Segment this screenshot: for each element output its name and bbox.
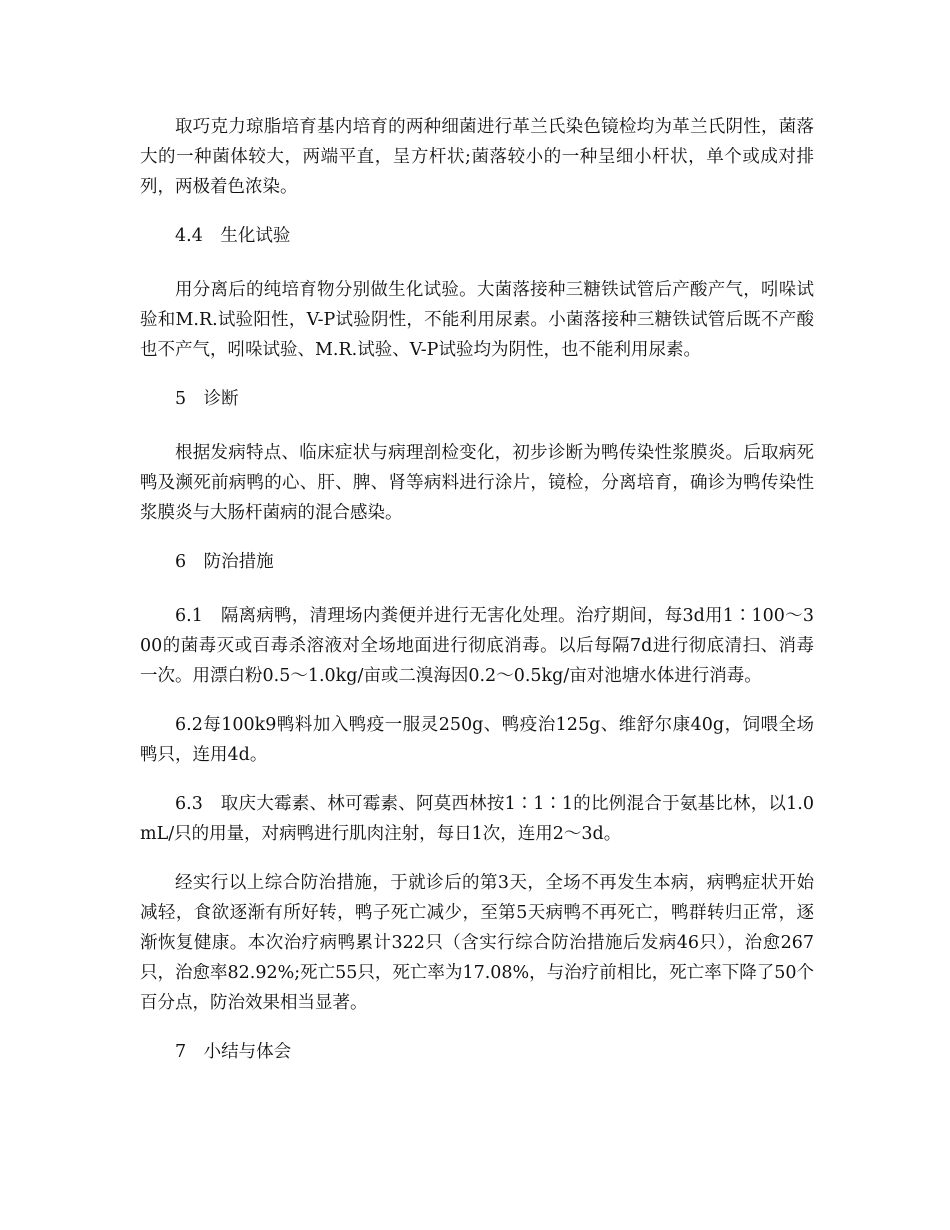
paragraph-6-3-injection: 6.3 取庆大霉素、林可霉素、阿莫西林按1∶1∶1的比例混合于氨基比林，以1.0mL/只的用量，对病鸭进行肌肉注射，每日1次，连用2～3d。 [140, 794, 814, 844]
paragraph-gram-stain: 取巧克力琼脂培育基内培育的两种细菌进行革兰氏染色镜检均为革兰氏阴性，菌落大的一种菌体较大，两端平直，呈方杆状;菌落较小的一种呈细小杆状，单个或成对排列，两极着色浓染。 [140, 117, 814, 197]
paragraph-6-1-isolation: 6.1 隔离病鸭，清理场内粪便并进行无害化处理。治疗期间，每3d用1∶100～300的菌毒灭或百毒杀溶液对全场地面进行彻底消毒。以后每隔7d进行彻底清扫、消毒一次。用漂白粉0.5～1.0kg/亩或二溴海因0.2～0.5kg/亩对池塘水体进行消毒。 [140, 606, 814, 686]
heading-6-prevention: 6 防治措施 [175, 552, 274, 572]
heading-5-diagnosis: 5 诊断 [175, 389, 239, 409]
heading-7-summary: 7 小结与体会 [175, 1042, 292, 1062]
paragraph-6-2-feed: 6.2每100k9鸭料加入鸭疫一服灵250g、鸭疫治125g、维舒尔康40g，饲喂全场鸭只，连用4d。 [140, 715, 814, 765]
heading-4-4-biochemical-test: 4.4 生化试验 [175, 226, 291, 246]
paragraph-biochemical-results: 用分离后的纯培育物分别做生化试验。大菌落接种三糖铁试管后产酸产气，吲哚试验和M.R.试验阳性，V-P试验阴性，不能利用尿素。小菌落接种三糖铁试管后既不产酸也不产气，吲哚试验、M.R.试验、V-P试验均为阴性，也不能利用尿素。 [140, 280, 814, 360]
paragraph-results: 经实行以上综合防治措施，于就诊后的第3天，全场不再发生本病，病鸭症状开始减轻，食欲逐渐有所好转，鸭子死亡减少，至第5天病鸭不再死亡，鸭群转归正常，逐渐恢复健康。本次治疗病鸭累计322只（含实行综合防治措施后发病46只），治愈267只，治愈率82.92%;死亡55只，死亡率为17.08%，与治疗前相比，死亡率下降了50个百分点，防治效果相当显著。 [140, 873, 814, 1013]
paragraph-diagnosis: 根据发病特点、临床症状与病理剖检变化，初步诊断为鸭传染性浆膜炎。后取病死鸭及濒死前病鸭的心、肝、脾、肾等病料进行涂片，镜检，分离培育，确诊为鸭传染性浆膜炎与大肠杆菌病的混合感染。 [140, 443, 814, 523]
